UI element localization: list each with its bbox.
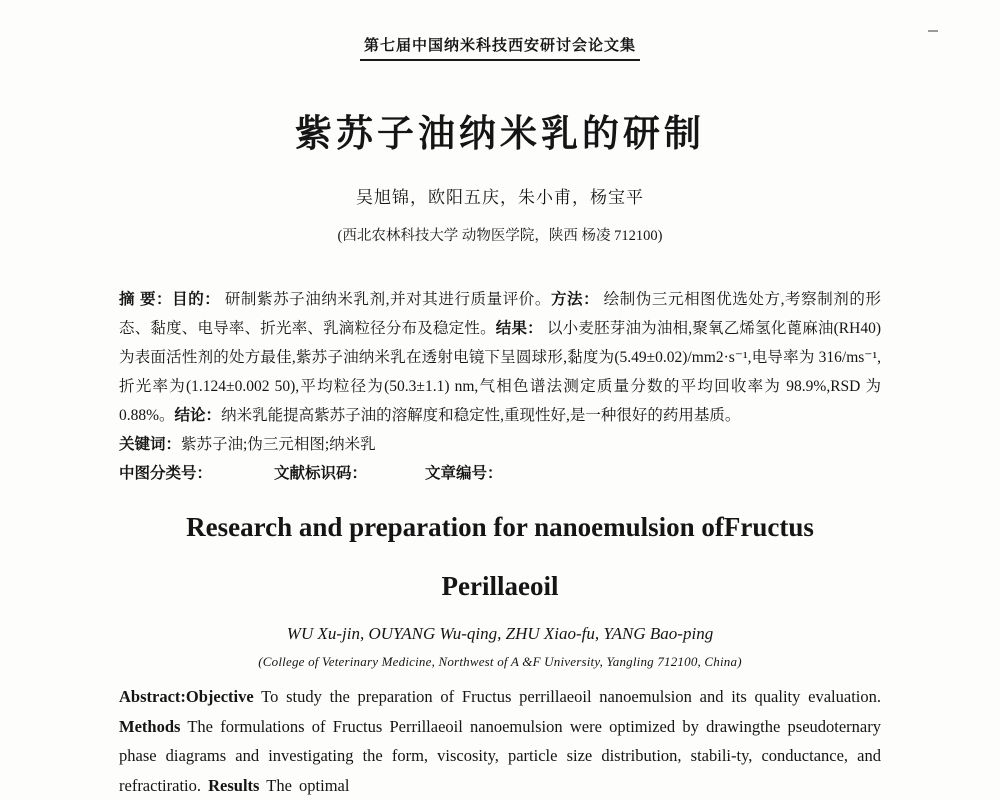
english-abstract: [119, 682, 881, 800]
english-objective-text: To study the preparation of Fructus perrillaeoil nanoemulsion and its quality evaluation.: [253, 687, 881, 706]
methods-label: 方法：: [550, 291, 600, 308]
methods-text: 绘制伪三元相图优选处方,考察制剂的形态、黏度、电导率、折光率、乳滴粒径分布及稳定性。: [119, 291, 881, 337]
english-authors: WU Xu-jin, OUYANG Wu-qing, ZHU Xiao-fu, YANG Bao-ping: [286, 624, 714, 643]
english-title-line1: Research and preparation for nanoemulsion ofFructus: [186, 512, 814, 542]
results-label: 结果：: [495, 320, 543, 337]
scan-artifact-mark: [928, 30, 938, 32]
chinese-title: 紫苏子油纳米乳的研制: [295, 114, 705, 155]
english-methods-text: The formulations of Fructus Perrillaeoil nanoemulsion were optimized by drawingthe pseudoternary phase diagrams and investigating the form, viscosity, particle size distribution, stabili-ty, conductance, and refractiratio.: [119, 716, 881, 795]
abstract-label: 摘 要：: [119, 291, 173, 308]
chinese-authors: 吴旭锦，欧阳五庆，朱小甫，杨宝平: [356, 188, 644, 207]
english-results-label: Results: [208, 775, 260, 795]
clc-label: 中图分类号：: [119, 465, 213, 482]
keywords-text: 紫苏子油;伪三元相图;纳米乳: [181, 436, 376, 453]
journal-header: [119, 0, 881, 61]
chinese-abstract: [119, 285, 881, 430]
objective-text: 研制紫苏子油纳米乳剂,并对其进行质量评价。: [220, 291, 551, 308]
objective-label: 目的：: [172, 291, 221, 308]
chinese-clc-line: [119, 459, 881, 488]
conclusion-text: 纳米乳能提高紫苏子油的溶解度和稳定性,重现性好,是一种很好的药用基质。: [221, 407, 741, 424]
journal-header-text: 第七届中国纳米科技西安研讨会论文集: [360, 34, 640, 61]
english-abstract-label: Abstract:Objective: [119, 687, 254, 706]
conclusion-label: 结论：: [174, 407, 222, 424]
chinese-keywords-line: [119, 430, 881, 459]
keywords-label: 关键词：: [119, 436, 182, 453]
paper-page: [119, 0, 881, 800]
english-methods-label: Methods: [119, 716, 181, 736]
article-id-label: 文章编号：: [425, 465, 503, 482]
english-title-line2: Perillaeoil: [441, 571, 559, 601]
english-results-text: The optimal: [259, 775, 350, 795]
chinese-affiliation: (西北农林科技大学 动物医学院，陕西 杨凌 712100): [337, 228, 663, 244]
english-affiliation: (College of Veterinary Medicine, Northwest of A &F University, Yangling 712100, China): [258, 654, 742, 669]
doc-code-label: 文献标识码：: [274, 465, 368, 482]
results-text: 以小麦胚芽油为油相,聚氧乙烯氢化蓖麻油(RH40)为表面活性剂的处方最佳,紫苏子油纳米乳在透射电镜下呈圆球形,黏度为(5.49±0.02)/mm2·s⁻¹,电导率为 316/ms⁻¹,折光率为(1.124±0.002 50),平均粒径为(50.3±1.1) nm,气相色谱法测定质量分数的平均回收率为 98.9%,RSD 为 0.88%。: [119, 320, 881, 424]
